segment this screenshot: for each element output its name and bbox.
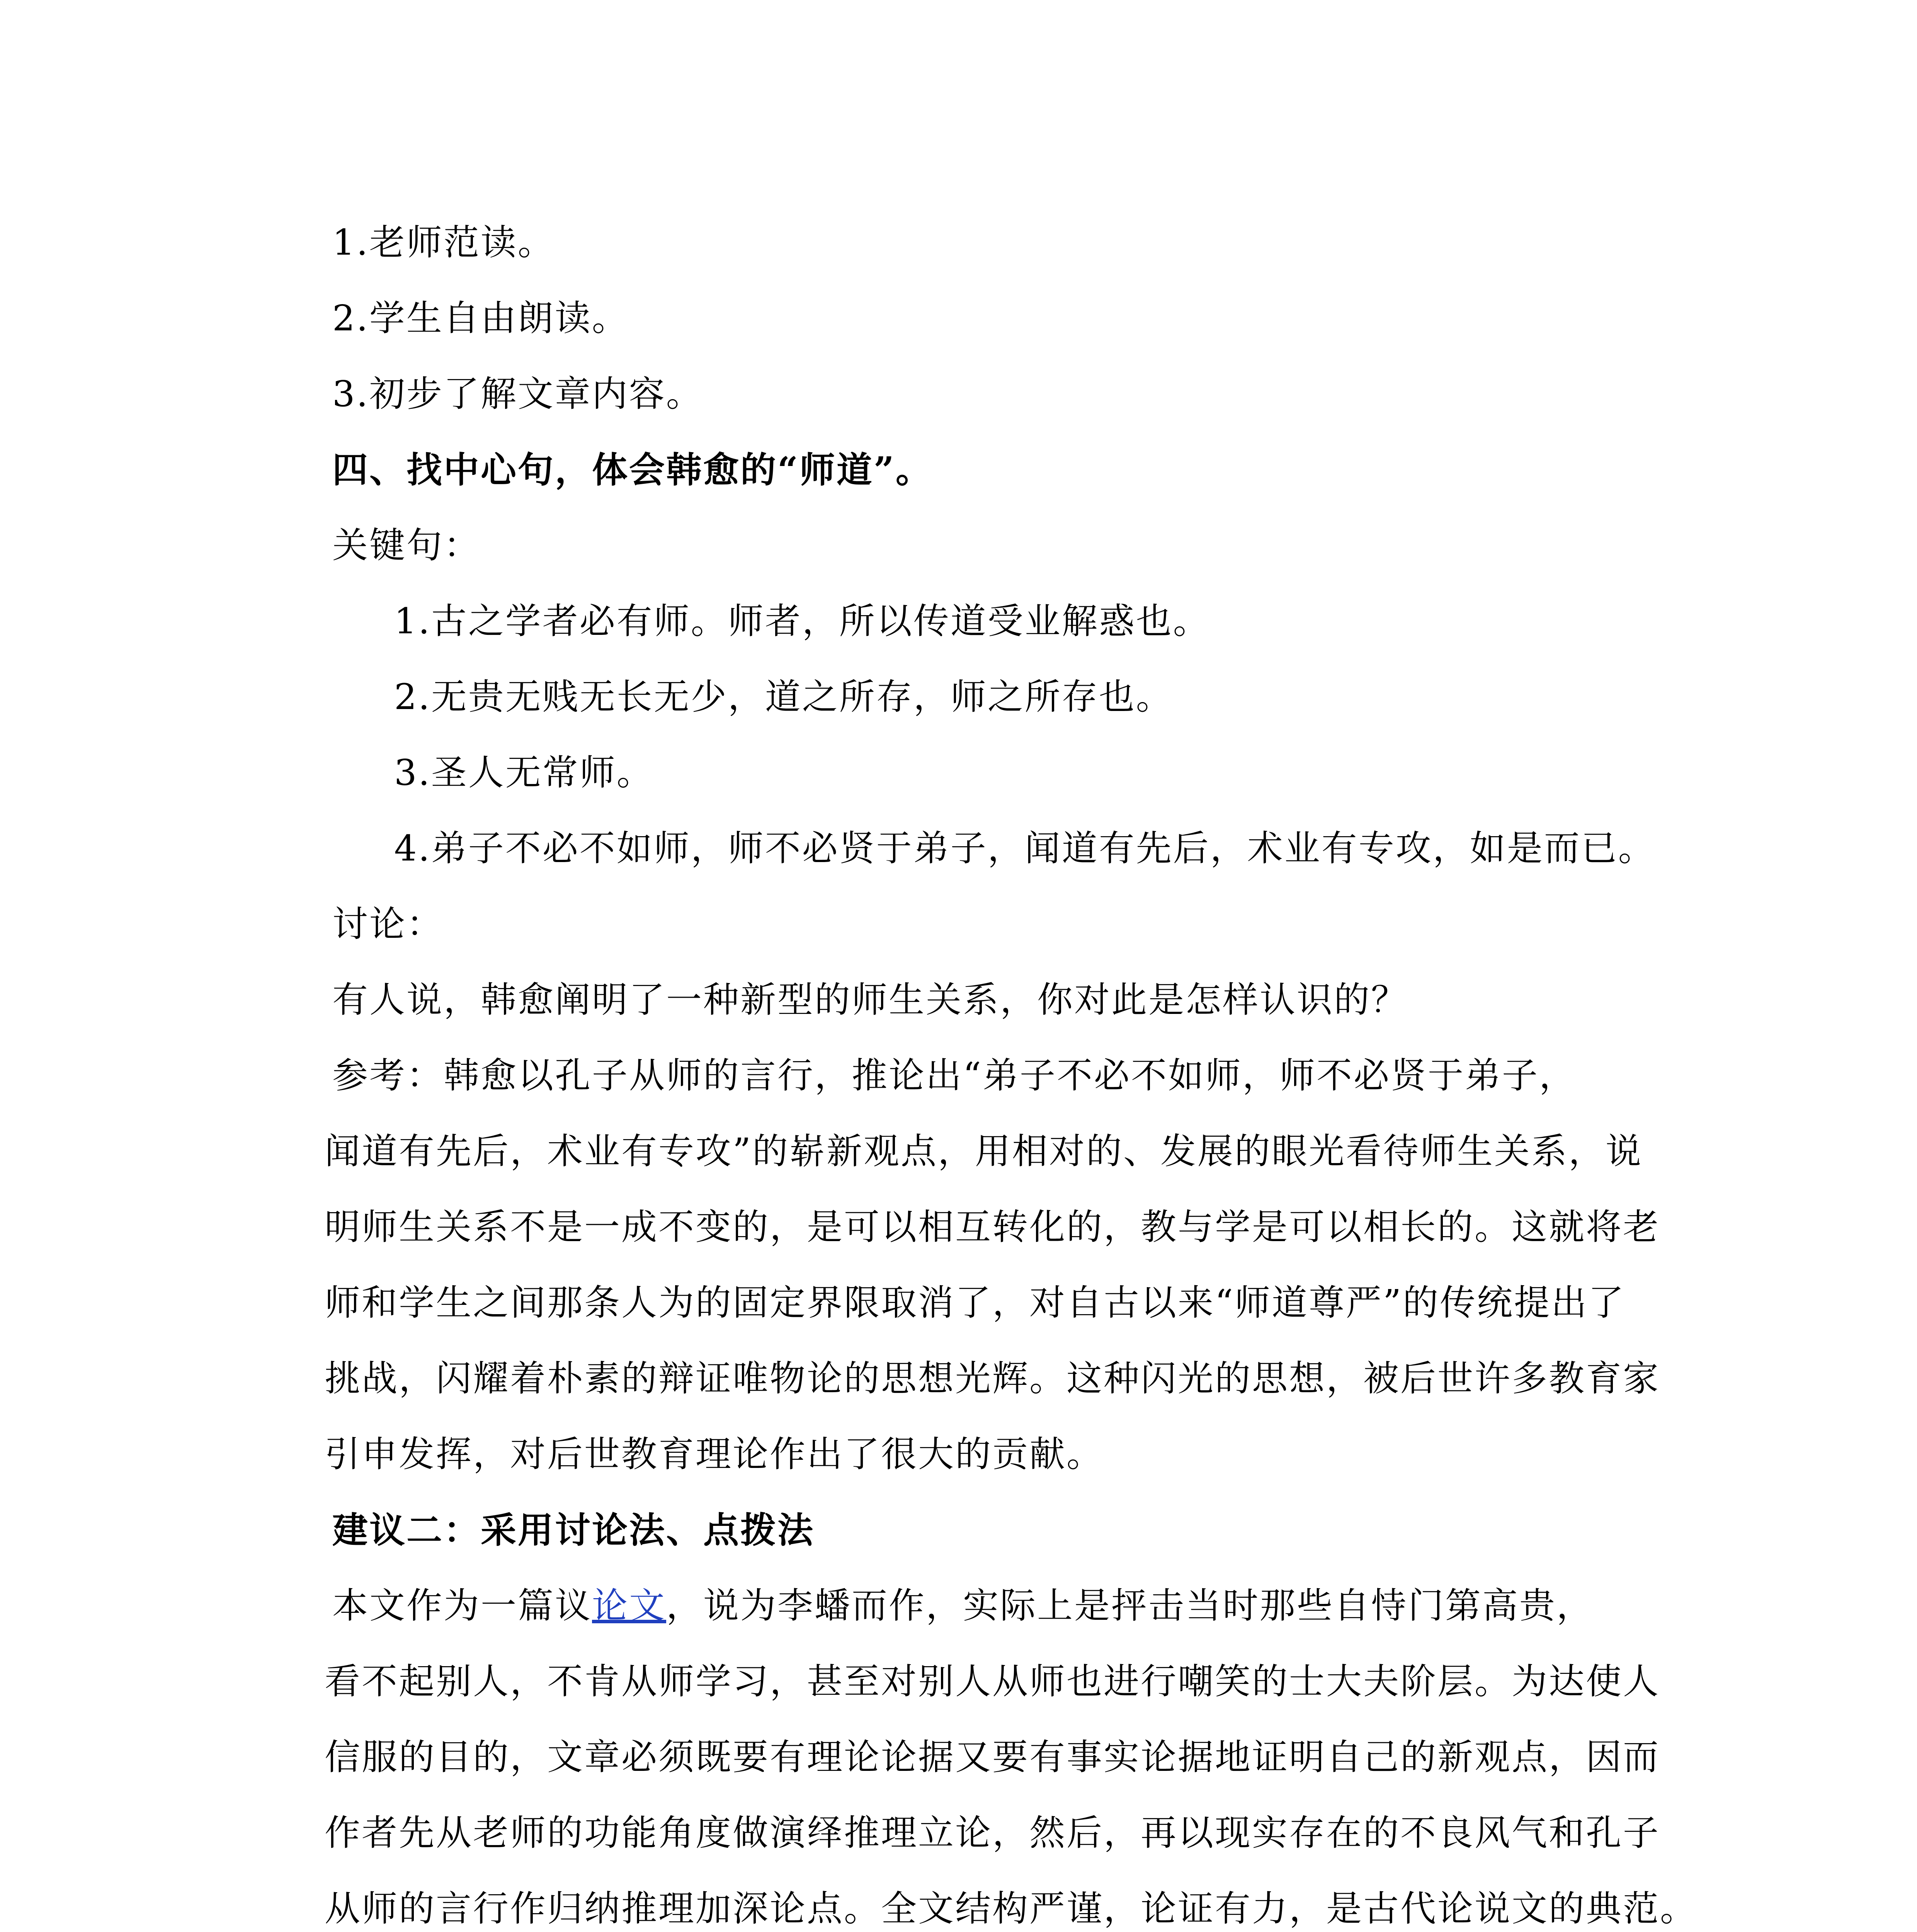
key-sentence: 3.圣人无常师。 <box>394 752 654 793</box>
suggestion-line: 作者先从老师的功能角度做演绎推理立论，然后，再以现实存在的不良风气和孔子 <box>325 1812 1660 1854</box>
key-sentence: 2.无贵无贱无长无少，道之所存，师之所存也。 <box>394 676 1173 718</box>
section-heading: 四、找中心句，体会韩愈的“师道”。 <box>332 449 933 491</box>
suggestion-line: 从师的言行作归纳推理加深论点。全文结构严谨，论证有力，是古代论说文的典范。 <box>325 1888 1698 1929</box>
key-sentence: 4.弟子不必不如师，师不必贤于弟子，闻道有先后，术业有专攻，如是而已。 <box>394 828 1655 869</box>
reference-line: 师和学生之间那条人为的固定界限取消了，对自古以来“师道尊严”的传统提出了 <box>325 1282 1626 1323</box>
essay-link[interactable]: 论文 <box>592 1585 667 1626</box>
suggestion-text: 本文作为一篇议 <box>332 1585 592 1626</box>
discussion-label: 讨论： <box>332 903 444 945</box>
suggestion-heading: 建议二：采用讨论法、点拨法 <box>332 1509 815 1551</box>
reference-line: 闻道有先后，术业有专攻”的崭新观点，用相对的、发展的眼光看待师生关系，说 <box>325 1131 1643 1172</box>
step-line: 3.初步了解文章内容。 <box>332 373 703 415</box>
reference-line: 明师生关系不是一成不变的，是可以相互转化的，教与学是可以相长的。这就将老 <box>325 1206 1660 1248</box>
suggestion-line: 信服的目的，文章必须既要有理论论据又要有事实论据地证明自己的新观点，因而 <box>325 1736 1660 1778</box>
reference-line: 引申发挥，对后世教育理论作出了很大的贡献。 <box>325 1434 1104 1475</box>
key-sentence: 1.古之学者必有师。师者，所以传道受业解惑也。 <box>394 600 1210 642</box>
suggestion-text: ，说为李蟠而作，实际上是抨击当时那些自恃门第高贵， <box>666 1585 1594 1626</box>
key-sentences-label: 关键句： <box>332 525 481 566</box>
document-body <box>325 205 1698 1932</box>
discussion-question: 有人说，韩愈阐明了一种新型的师生关系，你对此是怎样认识的？ <box>332 979 1408 1020</box>
reference-line: 挑战，闪耀着朴素的辩证唯物论的思想光辉。这种闪光的思想，被后世许多教育家 <box>325 1358 1660 1399</box>
reference-line: 参考：韩愈以孔子从师的言行，推论出“弟子不必不如师，师不必贤于弟子， <box>332 1055 1577 1096</box>
step-line: 1.老师范读。 <box>332 222 555 263</box>
suggestion-line: 看不起别人，不肯从师学习，甚至对别人从师也进行嘲笑的士大夫阶层。为达使人 <box>325 1661 1660 1702</box>
step-line: 2.学生自由朗读。 <box>332 298 629 339</box>
suggestion-line <box>332 1568 1685 1644</box>
